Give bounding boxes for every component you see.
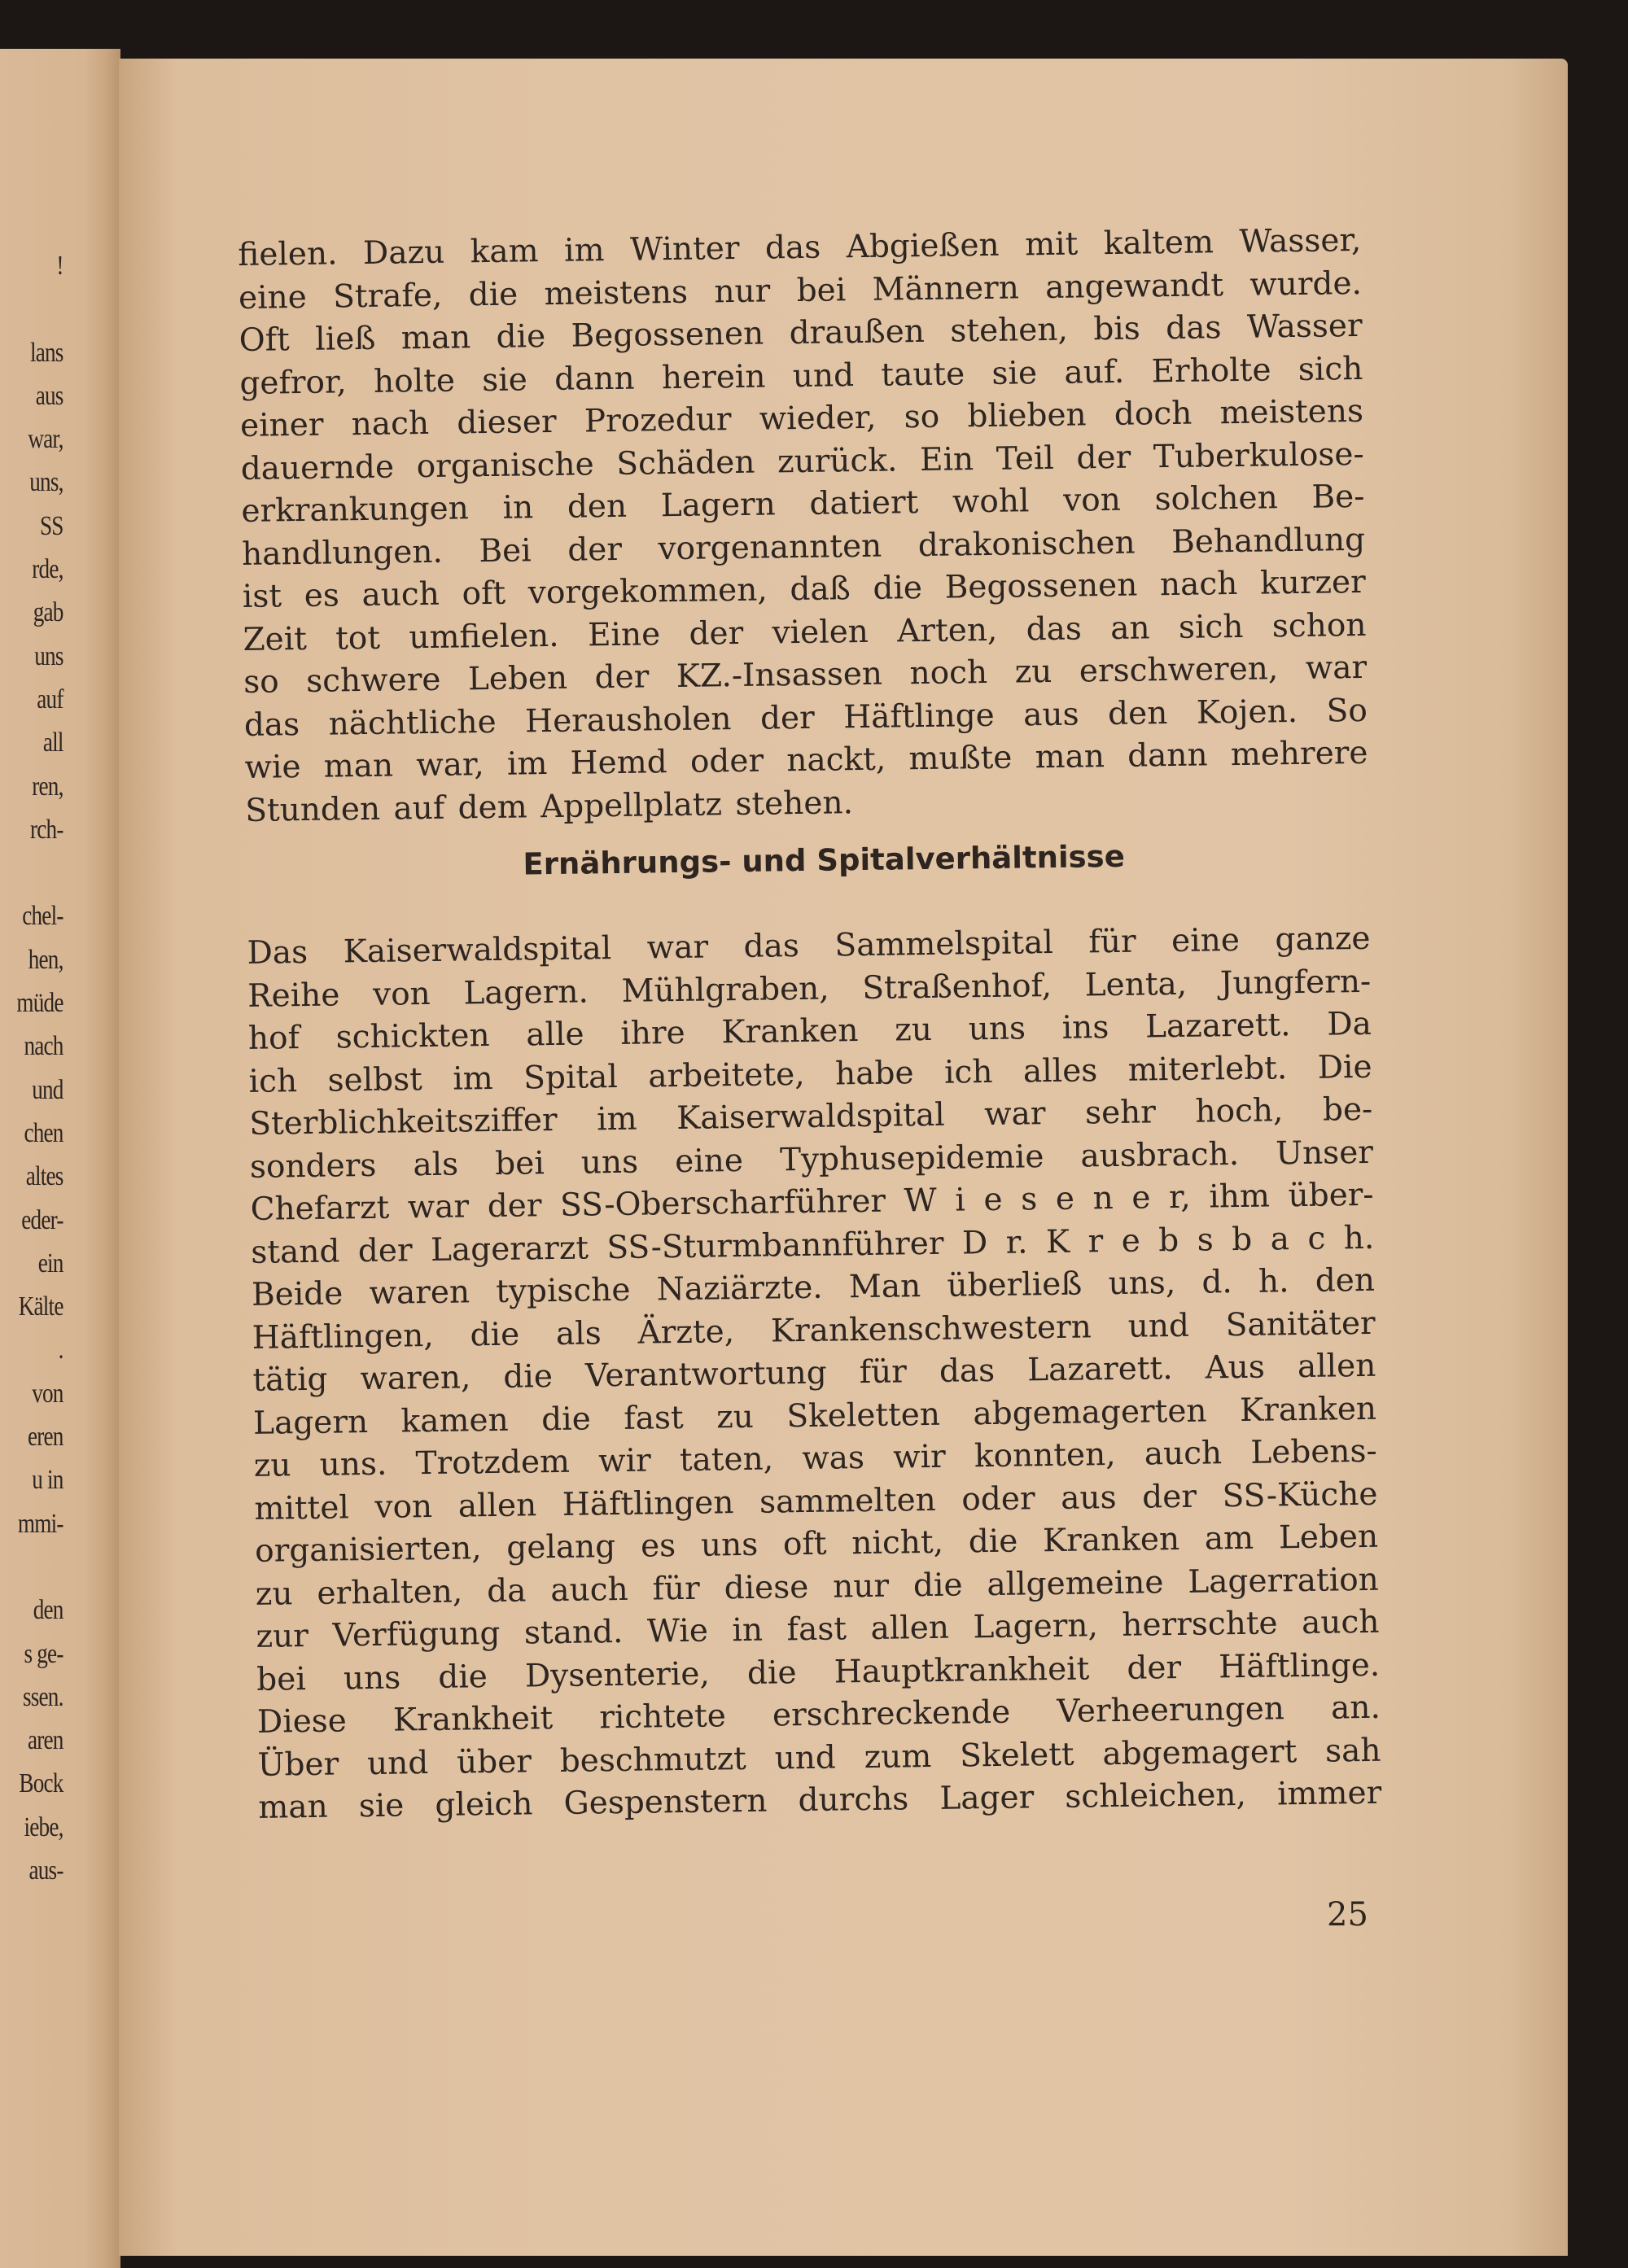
left-page-line-fragment: von: [32, 1378, 63, 1409]
text-line: Beide waren typische Naziärzte. Man überließ uns, d. h. den: [251, 1261, 1376, 1313]
text-line: einer nach dieser Prozedur wieder, so blieben doch meistens: [239, 392, 1364, 444]
left-page-line-fragment: chel-: [22, 901, 63, 932]
text-line: ich selbst im Spital arbeitete, habe ich alles miterlebt. Die: [248, 1048, 1372, 1100]
text-line: dauernde organische Schäden zurück. Ein Teil der Tuberkulose-: [240, 435, 1364, 487]
left-page-line-fragment: auf: [37, 684, 63, 714]
text-line: Häftlingen, die als Ärzte, Krankenschwestern und Sanitäter: [252, 1304, 1376, 1357]
left-page-line-fragment: hen,: [28, 944, 63, 975]
left-page-line-fragment: [0, 851, 120, 894]
text-line: mittel von allen Häftlingen sammelten oder aus der SS-Küche: [254, 1475, 1378, 1527]
left-page-line-fragment: Kälte: [18, 1291, 63, 1322]
text-line: Lagern kamen die fast zu Skeletten abgemagerten Kranken: [252, 1390, 1377, 1442]
text-line: Stunden auf dem Appellplatz stehen.: [244, 784, 854, 829]
text-line: das nächtliche Herausholen der Häftlinge aus den Kojen. So: [243, 692, 1368, 744]
left-page-text-fragments: [0, 244, 120, 1892]
text-line: zu uns. Trotzdem wir taten, was wir konnten, auch Lebens-: [253, 1432, 1377, 1484]
left-page-line-fragment: !: [56, 251, 63, 281]
text-line: organisierten, gelang es uns oft nicht, die Kranken am Leben: [254, 1518, 1379, 1570]
left-page-line-fragment: aus: [35, 380, 63, 411]
page-number: 25: [1327, 1896, 1368, 1934]
text-line: Das Kaiserwaldspital war das Sammelspital für eine ganze: [247, 920, 1371, 972]
page-text: [238, 220, 1382, 1829]
text-line: gefror, holte sie dann herein und taute sie auf. Erholte sich: [239, 350, 1363, 402]
left-page-line-fragment: Bock: [19, 1768, 63, 1799]
paragraph-1: [238, 220, 1369, 832]
text-line: Diese Krankheit richtete erschreckende Verheerungen an.: [256, 1689, 1381, 1741]
text-line: erkrankungen in den Lagern datiert wohl von solchen Be-: [241, 478, 1365, 530]
text-line: stand der Lagerarzt SS-Sturmbannführer D r. K r e b s b a c h.: [251, 1219, 1375, 1271]
left-page-line-fragment: eder-: [21, 1204, 63, 1235]
left-page-line-fragment: ein: [37, 1248, 63, 1278]
left-page-line-fragment: eren: [27, 1422, 63, 1453]
left-page-line-fragment: rch-: [30, 814, 63, 845]
text-line: Sterblichkeitsziffer im Kaiserwaldspital war sehr hoch, be-: [249, 1090, 1373, 1143]
left-page-line-fragment: altes: [25, 1161, 63, 1192]
text-line: wie man war, im Hemd oder nackt, mußte man dann mehrere: [244, 734, 1368, 786]
text-line: hof schickten alle ihre Kranken zu uns ins Lazarett. Da: [247, 1005, 1372, 1057]
left-page-line-fragment: iebe,: [24, 1811, 63, 1842]
left-page-line-fragment: war,: [28, 424, 63, 455]
text-line: Oft ließ man die Begossenen draußen stehen, bis das Wasser: [239, 307, 1363, 359]
left-page-line-fragment: SS: [39, 510, 63, 541]
left-page-line-fragment: uns: [34, 640, 63, 671]
left-page-line-fragment: chen: [24, 1117, 63, 1148]
left-page-line-fragment: .: [58, 1335, 63, 1366]
text-line: Reihe von Lagern. Mühlgraben, Straßenhof, Lenta, Jungfern-: [247, 963, 1372, 1015]
left-page-line-fragment: mmi-: [17, 1508, 63, 1539]
text-line: tätig waren, die Verantwortung für das Lazarett. Aus allen: [252, 1347, 1376, 1399]
text-line: Zeit tot umfielen. Eine der vielen Arten, das an sich schon: [243, 606, 1367, 658]
text-line: ist es auch oft vorgekommen, daß die Begossenen nach kurzer: [242, 563, 1367, 615]
left-page-line-fragment: uns,: [29, 467, 63, 498]
text-line: zu erhalten, da auch für diese nur die allgemeine Lagerration: [255, 1561, 1380, 1613]
left-page-line-fragment: u in: [32, 1465, 63, 1496]
left-page-line-fragment: nach: [24, 1031, 63, 1062]
text-line: bei uns die Dysenterie, die Hauptkrankheit der Häftlinge.: [256, 1646, 1381, 1698]
left-page-line-fragment: all: [42, 728, 63, 758]
left-page-line-fragment: ren,: [32, 771, 63, 802]
text-line: so schwere Leben der KZ.-Insassen noch zu erschweren, war: [243, 649, 1368, 701]
paragraph-2: [247, 918, 1381, 1829]
text-line: eine Strafe, die meistens nur bei Männern angewandt wurde.: [238, 264, 1363, 317]
left-page-line-fragment: den: [33, 1595, 63, 1626]
section-heading: Ernährungs- und Spitalverhältnisse: [523, 838, 1126, 882]
left-page-line-fragment: ssen.: [22, 1681, 63, 1712]
text-line: man sie gleich Gespenstern durchs Lager schleichen, immer: [258, 1774, 1382, 1826]
left-page-line-fragment: müde: [16, 988, 63, 1019]
text-line: handlungen. Bei der vorgenannten drakonischen Behandlung: [241, 521, 1366, 573]
left-page-line-fragment: lans: [29, 337, 63, 368]
text-line: zur Verfügung stand. Wie in fast allen Lagern, herrschte auch: [256, 1603, 1380, 1655]
left-page-line-fragment: rde,: [32, 554, 63, 585]
left-page-line-fragment: aus-: [28, 1855, 63, 1886]
left-page: [0, 49, 120, 2268]
left-page-line-fragment: aren: [27, 1725, 63, 1756]
text-line: sonders als bei uns eine Typhusepidemie ausbrach. Unser: [249, 1134, 1374, 1186]
text-line: fielen. Dazu kam im Winter das Abgießen mit kaltem Wasser,: [238, 221, 1362, 273]
text-line: Chefarzt war der SS-Oberscharführer W i e s e n e r, ihm über-: [250, 1176, 1374, 1228]
left-page-line-fragment: [0, 1545, 120, 1588]
left-page-line-fragment: gab: [33, 597, 63, 628]
text-line: Über und über beschmutzt und zum Skelett abgemagert sah: [257, 1732, 1381, 1784]
left-page-line-fragment: [0, 287, 120, 330]
left-page-line-fragment: und: [32, 1074, 63, 1105]
left-page-line-fragment: s ge-: [24, 1638, 63, 1669]
